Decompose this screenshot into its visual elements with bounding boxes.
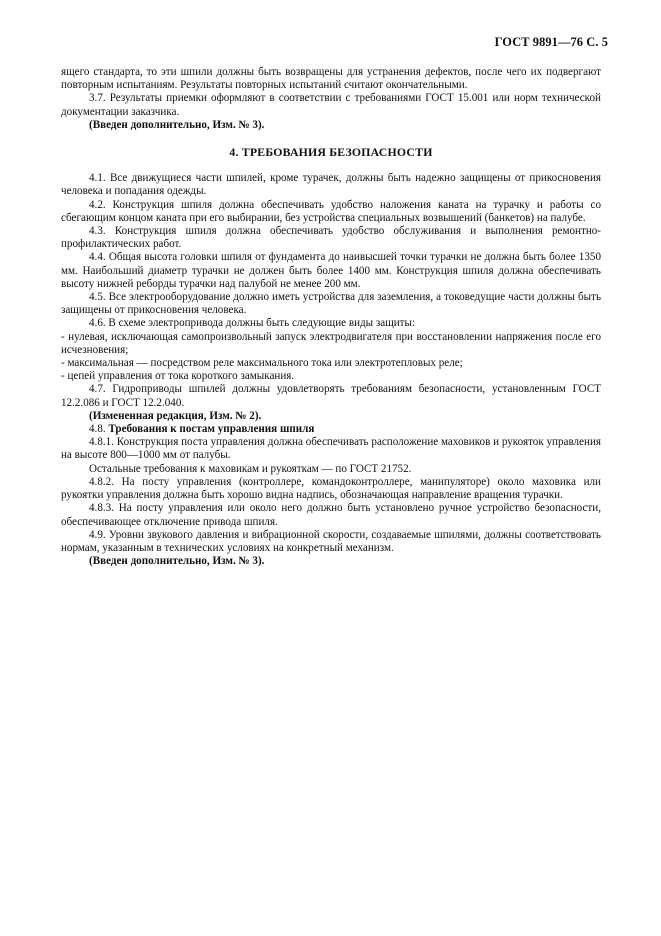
amendment-note-4-9: (Введен дополнительно, Изм. № 3).	[89, 555, 265, 568]
paragraph-4-8-1: 4.8.1. Конструкция поста управления должна обеспечивать расположение маховиков и рукояток управления на высоте 800—1000 мм от палубы.	[61, 436, 601, 462]
paragraph-4-8-title: Требования к постам управления шпиля	[108, 423, 315, 436]
paragraph-other-requirements: Остальные требования к маховикам и рукояткам — по ГОСТ 21752.	[89, 462, 412, 475]
page-header: ГОСТ 9891—76 С. 5	[494, 35, 608, 49]
paragraph-4-4: 4.4. Общая высота головки шпиля от фундамента до наивысшей точки турачки не должна быть более 1350 мм. Наибольший диаметр турачки не должен быть более 1400 мм. Конструкция шпиля должна обеспечивать высоту нижней реборды турачки над палубой не менее 200 мм.	[61, 251, 601, 290]
paragraph-4-1: 4.1. Все движущиеся части шпилей, кроме турачек, должны быть надежно защищены от прикосновения человека и попадания одежды.	[61, 172, 601, 198]
paragraph-4-6: 4.6. В схеме электропривода должны быть следующие виды защиты:	[89, 317, 416, 330]
paragraph-4-5: 4.5. Все электрооборудование должно иметь устройства для заземления, а токоведущие части должны быть защищены от прикосновения человека.	[61, 291, 601, 317]
list-item-dash-2: - максимальная — посредством реле максимального тока или электротепловых реле;	[61, 357, 463, 370]
paragraph-4-9: 4.9. Уровни звукового давления и вибрационной скорости, создаваемые шпилями, должны соответствовать нормам, указанным в технических условиях на конкретный механизм.	[61, 528, 601, 554]
paragraph-4-8-number: 4.8.	[89, 423, 106, 436]
paragraph-3-7: 3.7. Результаты приемки оформляют в соответствии с требованиями ГОСТ 15.001 или норм технической документации заказчика.	[61, 92, 601, 118]
section-title: 4. ТРЕБОВАНИЯ БЕЗОПАСНОСТИ	[229, 145, 433, 160]
paragraph-continuation: ящего стандарта, то эти шпили должны быть возвращены для устранения дефектов, после чего их подвергают повторным испытаниям. Результаты повторных испытаний считают окончательными.	[61, 66, 601, 92]
paragraph-4-2: 4.2. Конструкция шпиля должна обеспечивать удобство наложения каната на турачку и работы со сбегающим концом каната при его выбирании, без устройства специальных возвышений (банкетов) на палубе.	[61, 198, 601, 224]
paragraph-4-8	[61, 423, 601, 436]
paragraph-4-7: 4.7. Гидроприводы шпилей должны удовлетворять требованиям безопасности, установленным ГОСТ 12.2.086 и ГОСТ 12.2.040.	[61, 383, 601, 409]
paragraph-4-8-3: 4.8.3. На посту управления или около него должно быть установлено ручное устройство безопасности, обеспечивающее отключение привода шпиля.	[61, 502, 601, 528]
paragraph-4-3: 4.3. Конструкция шпиля должна обеспечивать удобство обслуживания и выполнения ремонтно-профилактических работ.	[61, 225, 601, 251]
paragraph-4-8-2: 4.8.2. На посту управления (контроллере, командоконтроллере, манипуляторе) около маховика или рукоятки управления должна быть хорошо видна надпись, обозначающая направление вращения турачки.	[61, 475, 601, 502]
list-item-dash-3: - цепей управления от тока короткого замыкания.	[61, 370, 295, 383]
list-item-dash-1: - нулевая, исключающая самопроизвольный запуск электродвигателя при восстановлении напряжения после его исчезновения;	[61, 330, 601, 356]
amendment-note-4-7: (Измененная редакция, Изм. № 2).	[89, 409, 262, 422]
amendment-note: (Введен дополнительно, Изм. № 3).	[89, 118, 265, 131]
page-body	[61, 66, 601, 568]
